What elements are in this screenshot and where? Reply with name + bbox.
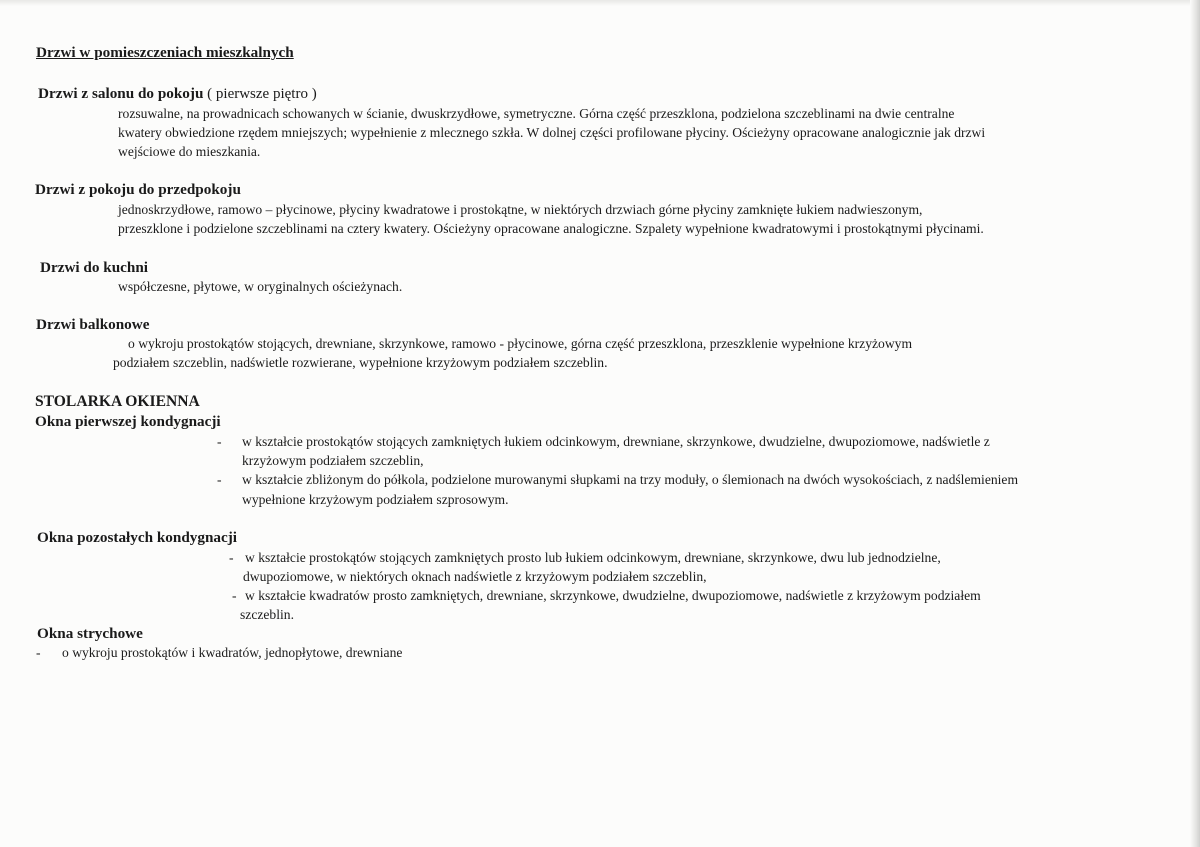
paragraph-line: rozsuwalne, na prowadnicach schowanych w ścianie, dwuskrzydłowe, symetryczne. Górna część przeszklona, podzielona szczeblinami na dwie centralne bbox=[118, 106, 955, 121]
paragraph-line: przeszklone i podzielone szczeblinami na cztery kwatery. Ościeżyny opracowane analogiczne. Szpalety wypełnione kwadratowymi i prostokątnymi płycinami. bbox=[118, 221, 984, 236]
paragraph-line: o wykroju prostokątów stojących, drewniane, skrzynkowe, ramowo - płycinowe, górna część przeszklona, przeszklenie wypełnione krzyżowym bbox=[128, 336, 913, 351]
paragraph-line: wejściowe do mieszkania. bbox=[118, 144, 261, 159]
list-item-line: o wykroju prostokątów i kwadratów, jednopłytowe, drewniane bbox=[62, 645, 403, 660]
paragraph-line: współczesne, płytowe, w oryginalnych ościeżynach. bbox=[118, 279, 403, 294]
paragraph-line: kwatery obwiedzione rzędem mniejszych; wypełnienie z mlecznego szkła. W dolnej części profilowane płyciny. Ościeżyny opracowane analogicznie jak drzwi bbox=[118, 125, 986, 140]
scan-right-edge bbox=[1190, 0, 1200, 847]
bullet-dash: - bbox=[217, 434, 222, 449]
list-item-line: w kształcie kwadratów prosto zamkniętych, drewniane, skrzynkowe, dwudzielne, dwupoziomowe, nadświetle z krzyżowym podziałem bbox=[245, 588, 981, 603]
section-heading-salon bbox=[38, 85, 317, 103]
list-item-line: w kształcie prostokątów stojących zamkniętych prosto lub łukiem odcinkowym, drewniane, skrzynkowe, dwu lub jednodzielne, bbox=[245, 550, 941, 565]
scan-top-shadow bbox=[0, 0, 1200, 6]
section-heading-przedpokoj: Drzwi z pokoju do przedpokoju bbox=[35, 181, 241, 198]
paragraph-line: jednoskrzydłowe, ramowo – płycinowe, płyciny kwadratowe i prostokątne, w niektórych drzwiach górne płyciny zamknięte łukiem nadwieszonym, bbox=[118, 202, 923, 217]
list-item-line: w kształcie zbliżonym do półkola, podzielone murowanymi słupkami na trzy moduły, o ślemionach na dwóch wysokościach, z nadślemieniem bbox=[242, 472, 1019, 487]
list-item-line: krzyżowym podziałem szczeblin, bbox=[242, 453, 424, 468]
list-item-line: wypełnione krzyżowym podziałem szprosowym. bbox=[242, 492, 509, 507]
windows-title: STOLARKA OKIENNA bbox=[35, 393, 200, 410]
section-heading-kuchnia: Drzwi do kuchni bbox=[40, 259, 149, 276]
bullet-dash: - bbox=[232, 588, 237, 603]
bullet-dash: - bbox=[36, 645, 41, 660]
group-heading-first-floor: Okna pierwszej kondygnacji bbox=[35, 413, 221, 430]
section-heading-text: Drzwi z salonu do pokoju bbox=[38, 85, 204, 102]
section-heading-balkon: Drzwi balkonowe bbox=[36, 316, 150, 333]
list-item-line: dwupoziomowe, w niektórych oknach nadświetle z krzyżowym podziałem szczeblin, bbox=[243, 569, 707, 584]
bullet-dash: - bbox=[229, 550, 234, 565]
document-title: Drzwi w pomieszczeniach mieszkalnych bbox=[36, 44, 294, 61]
list-item-line: szczeblin. bbox=[240, 607, 294, 622]
list-item-line: w kształcie prostokątów stojących zamkniętych łukiem odcinkowym, drewniane, skrzynkowe, dwudzielne, dwupoziomowe, nadświetle z bbox=[242, 434, 990, 449]
group-heading-other-floors: Okna pozostałych kondygnacji bbox=[37, 529, 238, 546]
paragraph-line: podziałem szczeblin, nadświetle rozwierane, wypełnione krzyżowym podziałem szczeblin. bbox=[113, 355, 608, 370]
section-heading-note: ( pierwsze piętro ) bbox=[203, 86, 317, 102]
bullet-dash: - bbox=[217, 472, 222, 487]
group-heading-attic: Okna strychowe bbox=[37, 625, 143, 642]
